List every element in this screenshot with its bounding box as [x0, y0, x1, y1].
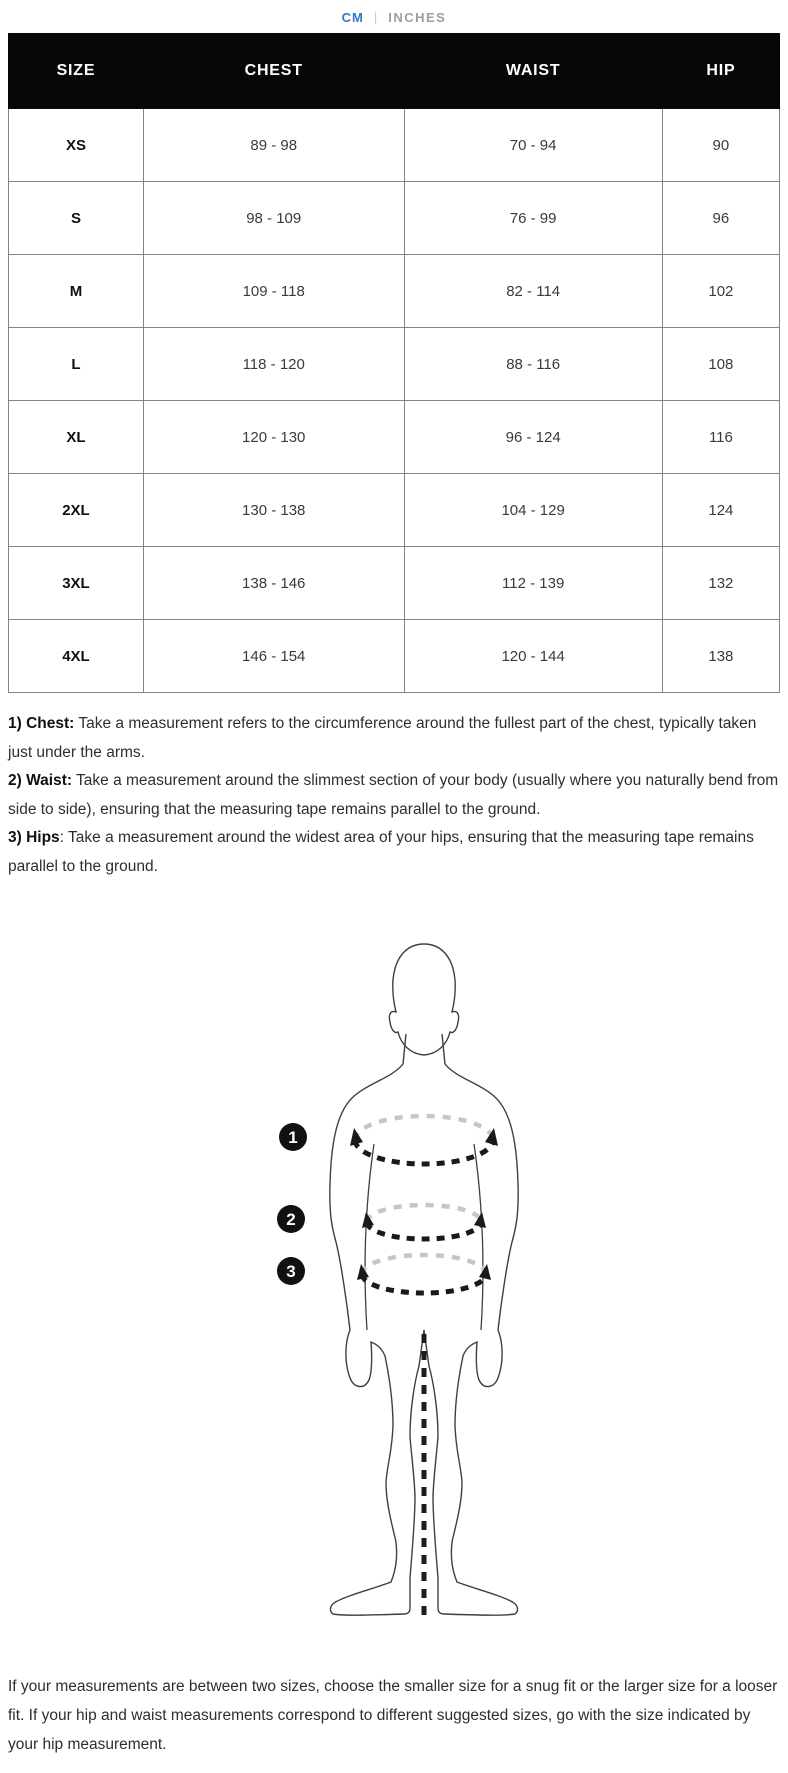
table-row — [9, 109, 780, 182]
waist-measure-ellipse — [362, 1205, 486, 1239]
cell-chest: 89 - 98 — [143, 109, 404, 182]
table-row — [9, 547, 780, 620]
instruction-hips — [8, 824, 780, 881]
instruction-chest — [8, 710, 780, 767]
table-row — [9, 620, 780, 693]
instruction-chest-text: Take a measurement refers to the circumference around the fullest part of the chest, typically taken just under the arms. — [8, 715, 757, 761]
sizing-advice-note: If your measurements are between two sizes, choose the smaller size for a snug fit or the larger size for a looser fit. If your hip and waist measurements correspond to different suggested sizes, go with the size indicated by your hip measurement. — [8, 1677, 778, 1753]
table-row — [9, 328, 780, 401]
table-row — [9, 401, 780, 474]
cell-chest: 130 - 138 — [143, 474, 404, 547]
cell-chest: 120 - 130 — [143, 401, 404, 474]
left-inner-arm-line — [365, 1144, 374, 1330]
header-chest: CHEST — [143, 34, 404, 109]
marker-1-badge — [279, 1123, 307, 1151]
header-waist: WAIST — [404, 34, 662, 109]
cell-hip: 108 — [662, 328, 779, 401]
cell-size: 4XL — [9, 620, 144, 693]
chest-arrow-right — [485, 1128, 498, 1146]
unit-tabs — [8, 0, 780, 33]
body-measurement-diagram — [8, 932, 780, 1632]
table-row — [9, 255, 780, 328]
header-hip: HIP — [662, 34, 779, 109]
cell-waist: 96 - 124 — [404, 401, 662, 474]
cell-hip: 116 — [662, 401, 779, 474]
cell-hip: 96 — [662, 182, 779, 255]
cell-size: L — [9, 328, 144, 401]
instruction-chest-label: 1) Chest: — [8, 715, 75, 732]
cell-waist: 112 - 139 — [404, 547, 662, 620]
cell-size: M — [9, 255, 144, 328]
instruction-hips-text: : Take a measurement around the widest area of your hips, ensuring that the measuring tape remains parallel to the ground. — [8, 829, 754, 875]
cell-waist: 76 - 99 — [404, 182, 662, 255]
marker-3-badge — [277, 1257, 305, 1285]
cell-chest: 146 - 154 — [143, 620, 404, 693]
cell-hip: 138 — [662, 620, 779, 693]
measurement-instructions — [8, 710, 780, 882]
header-size: SIZE — [9, 34, 144, 109]
cell-size: 3XL — [9, 547, 144, 620]
table-row — [9, 474, 780, 547]
cell-chest: 138 - 146 — [143, 547, 404, 620]
cell-waist: 104 - 129 — [404, 474, 662, 547]
size-chart-table — [8, 33, 780, 693]
svg-text:3: 3 — [286, 1261, 296, 1281]
cell-hip: 102 — [662, 255, 779, 328]
cell-size: XL — [9, 401, 144, 474]
cell-hip: 124 — [662, 474, 779, 547]
cell-hip: 90 — [662, 109, 779, 182]
cell-waist: 120 - 144 — [404, 620, 662, 693]
svg-text:1: 1 — [288, 1127, 298, 1147]
right-inner-arm-line — [474, 1144, 483, 1330]
cell-size: S — [9, 182, 144, 255]
cell-waist: 82 - 114 — [404, 255, 662, 328]
cell-chest: 98 - 109 — [143, 182, 404, 255]
tab-inches[interactable]: INCHES — [388, 10, 447, 25]
cell-waist: 88 - 116 — [404, 328, 662, 401]
hip-arrow-right — [479, 1264, 491, 1280]
table-row — [9, 182, 780, 255]
hip-measure-ellipse — [357, 1255, 491, 1293]
body-figure-svg — [204, 932, 644, 1632]
hip-arrow-left — [357, 1264, 369, 1280]
cell-chest: 118 - 120 — [143, 328, 404, 401]
cell-hip: 132 — [662, 547, 779, 620]
tab-separator: | — [373, 10, 379, 25]
cell-size: 2XL — [9, 474, 144, 547]
svg-text:2: 2 — [286, 1209, 296, 1229]
cell-waist: 70 - 94 — [404, 109, 662, 182]
head-outline — [389, 944, 458, 1055]
chest-arrow-left — [350, 1128, 363, 1146]
instruction-hips-label: 3) Hips — [8, 829, 60, 847]
table-header — [9, 34, 780, 109]
cell-size: XS — [9, 109, 144, 182]
instruction-waist — [8, 767, 780, 824]
cell-chest: 109 - 118 — [143, 255, 404, 328]
waist-arrow-left — [362, 1212, 374, 1228]
marker-2-badge — [277, 1205, 305, 1233]
header-row — [9, 34, 780, 109]
instruction-waist-text: Take a measurement around the slimmest section of your body (usually where you naturally bend from side to side), ensuring that the measuring tape remains parallel to the ground. — [8, 772, 779, 818]
tab-cm[interactable]: CM — [341, 10, 364, 25]
instruction-waist-label: 2) Waist: — [8, 772, 73, 790]
